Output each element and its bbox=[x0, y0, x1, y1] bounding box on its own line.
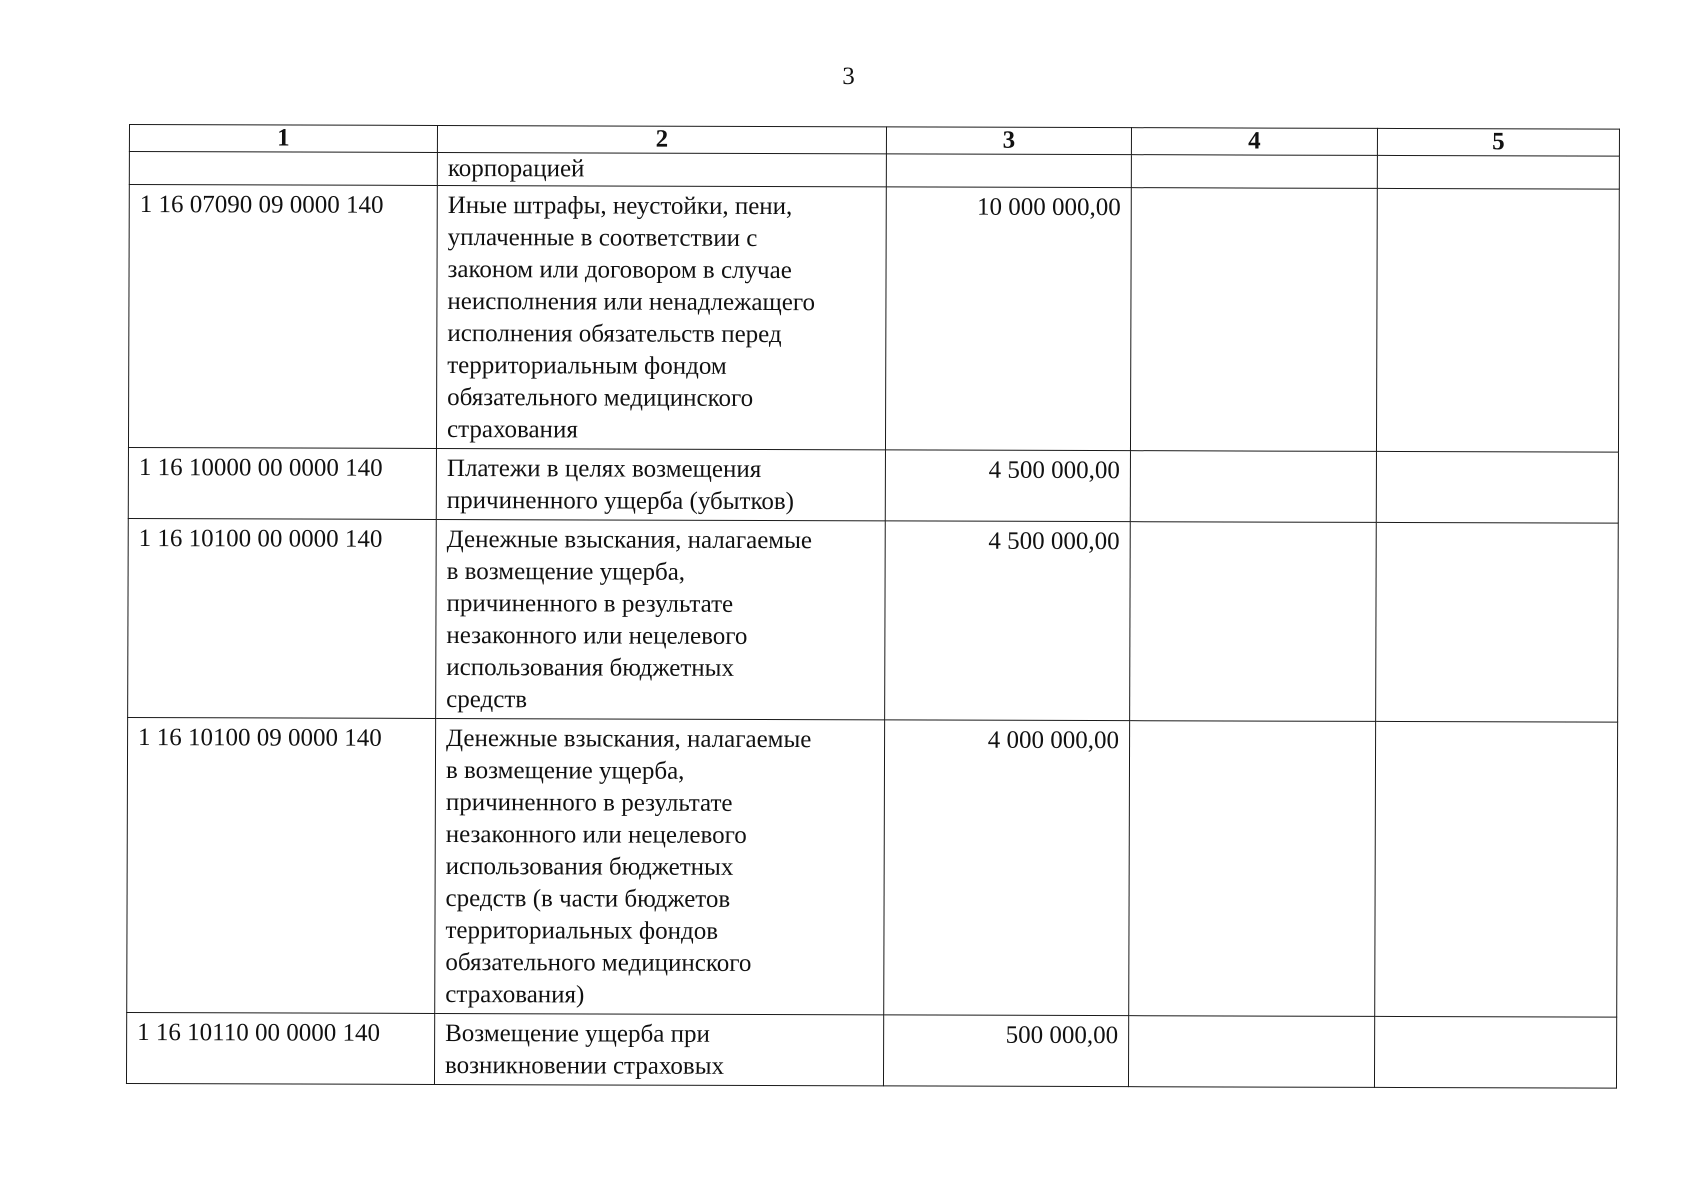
row-name-line: уплаченные в соответствии с bbox=[447, 224, 758, 252]
row-name-line: страхования bbox=[446, 416, 578, 444]
row-col4 bbox=[1128, 1016, 1374, 1088]
row-name-line: обязательного медицинского bbox=[447, 384, 754, 412]
row-name-line: неисполнения или ненадлежащего bbox=[447, 288, 816, 317]
continuation-name: корпорацией bbox=[437, 152, 886, 186]
row-amount: 10 000 000,00 bbox=[885, 187, 1131, 451]
row-col5 bbox=[1376, 451, 1618, 523]
continuation-amount bbox=[886, 154, 1131, 188]
row-name-line: территориальных фондов bbox=[445, 916, 719, 945]
row-name-line: в возмещение ущерба, bbox=[446, 558, 686, 586]
row-col5 bbox=[1374, 1016, 1616, 1088]
row-name-line: Возмещение ущерба при bbox=[445, 1019, 710, 1048]
row-name-line: страхования) bbox=[445, 980, 585, 1009]
row-name-line: Денежные взыскания, налагаемые bbox=[446, 724, 812, 754]
row-name-line: Денежные взыскания, налагаемые bbox=[446, 526, 813, 555]
header-col-3: 3 bbox=[886, 127, 1131, 155]
row-name-line: территориальным фондом bbox=[447, 352, 727, 380]
table-row bbox=[128, 447, 1618, 523]
row-name-line: Платежи в целях возмещения bbox=[446, 455, 762, 483]
row-name-line: средств bbox=[446, 685, 528, 714]
row-amount: 500 000,00 bbox=[883, 1015, 1128, 1087]
row-code: 1 16 10000 00 0000 140 bbox=[128, 447, 436, 519]
row-name-line: законом или договором в случае bbox=[447, 256, 792, 285]
row-name-line: использования бюджетных bbox=[446, 653, 735, 682]
row-name-line: возникновении страховых bbox=[445, 1051, 725, 1080]
table-row bbox=[128, 518, 1619, 722]
row-amount: 4 500 000,00 bbox=[885, 450, 1130, 522]
row-code: 1 16 10100 00 0000 140 bbox=[128, 518, 437, 718]
row-name-line: в возмещение ущерба, bbox=[445, 756, 685, 785]
row-name bbox=[435, 718, 885, 1014]
table-row bbox=[128, 185, 1619, 453]
row-name-line: причиненного ущерба (убытков) bbox=[446, 487, 795, 516]
row-code: 1 16 10110 00 0000 140 bbox=[126, 1012, 434, 1084]
row-col4 bbox=[1130, 188, 1377, 452]
row-col4 bbox=[1130, 451, 1376, 523]
row-col4 bbox=[1129, 721, 1376, 1017]
header-col-4: 4 bbox=[1131, 128, 1377, 156]
row-name-line: причиненного в результате bbox=[446, 589, 734, 618]
row-name-line: исполнения обязательств перед bbox=[447, 320, 782, 349]
row-name-line: средств (в части бюджетов bbox=[445, 884, 731, 913]
row-name-line: обязательного медицинского bbox=[445, 948, 752, 977]
revenue-table bbox=[126, 124, 1620, 1089]
row-col5 bbox=[1376, 188, 1619, 452]
row-name bbox=[434, 1013, 883, 1085]
row-name bbox=[436, 519, 886, 719]
row-name-line: незаконного или нецелевого bbox=[445, 820, 747, 849]
continuation-row bbox=[129, 152, 1619, 190]
continuation-code bbox=[129, 152, 437, 186]
table-row bbox=[127, 717, 1618, 1017]
row-name-line: причиненного в результате bbox=[445, 788, 733, 817]
page-number: 3 bbox=[842, 63, 855, 90]
header-col-5: 5 bbox=[1377, 128, 1619, 156]
row-name bbox=[436, 185, 886, 449]
row-name bbox=[436, 448, 885, 520]
row-amount: 4 500 000,00 bbox=[885, 521, 1131, 721]
row-name-line: незаконного или нецелевого bbox=[446, 621, 748, 650]
row-code: 1 16 10100 09 0000 140 bbox=[127, 717, 436, 1013]
header-col-2: 2 bbox=[437, 125, 886, 153]
row-col4 bbox=[1130, 522, 1377, 722]
table-row bbox=[126, 1012, 1616, 1088]
row-name-line: использования бюджетных bbox=[445, 852, 734, 881]
row-col5 bbox=[1376, 522, 1619, 722]
row-code: 1 16 07090 09 0000 140 bbox=[128, 185, 437, 449]
row-col5 bbox=[1375, 721, 1618, 1017]
continuation-col4 bbox=[1131, 155, 1377, 189]
continuation-col5 bbox=[1377, 155, 1619, 189]
header-col-1: 1 bbox=[129, 125, 437, 153]
row-amount: 4 000 000,00 bbox=[884, 720, 1130, 1016]
row-name-line: Иные штрафы, неустойки, пени, bbox=[447, 192, 793, 221]
